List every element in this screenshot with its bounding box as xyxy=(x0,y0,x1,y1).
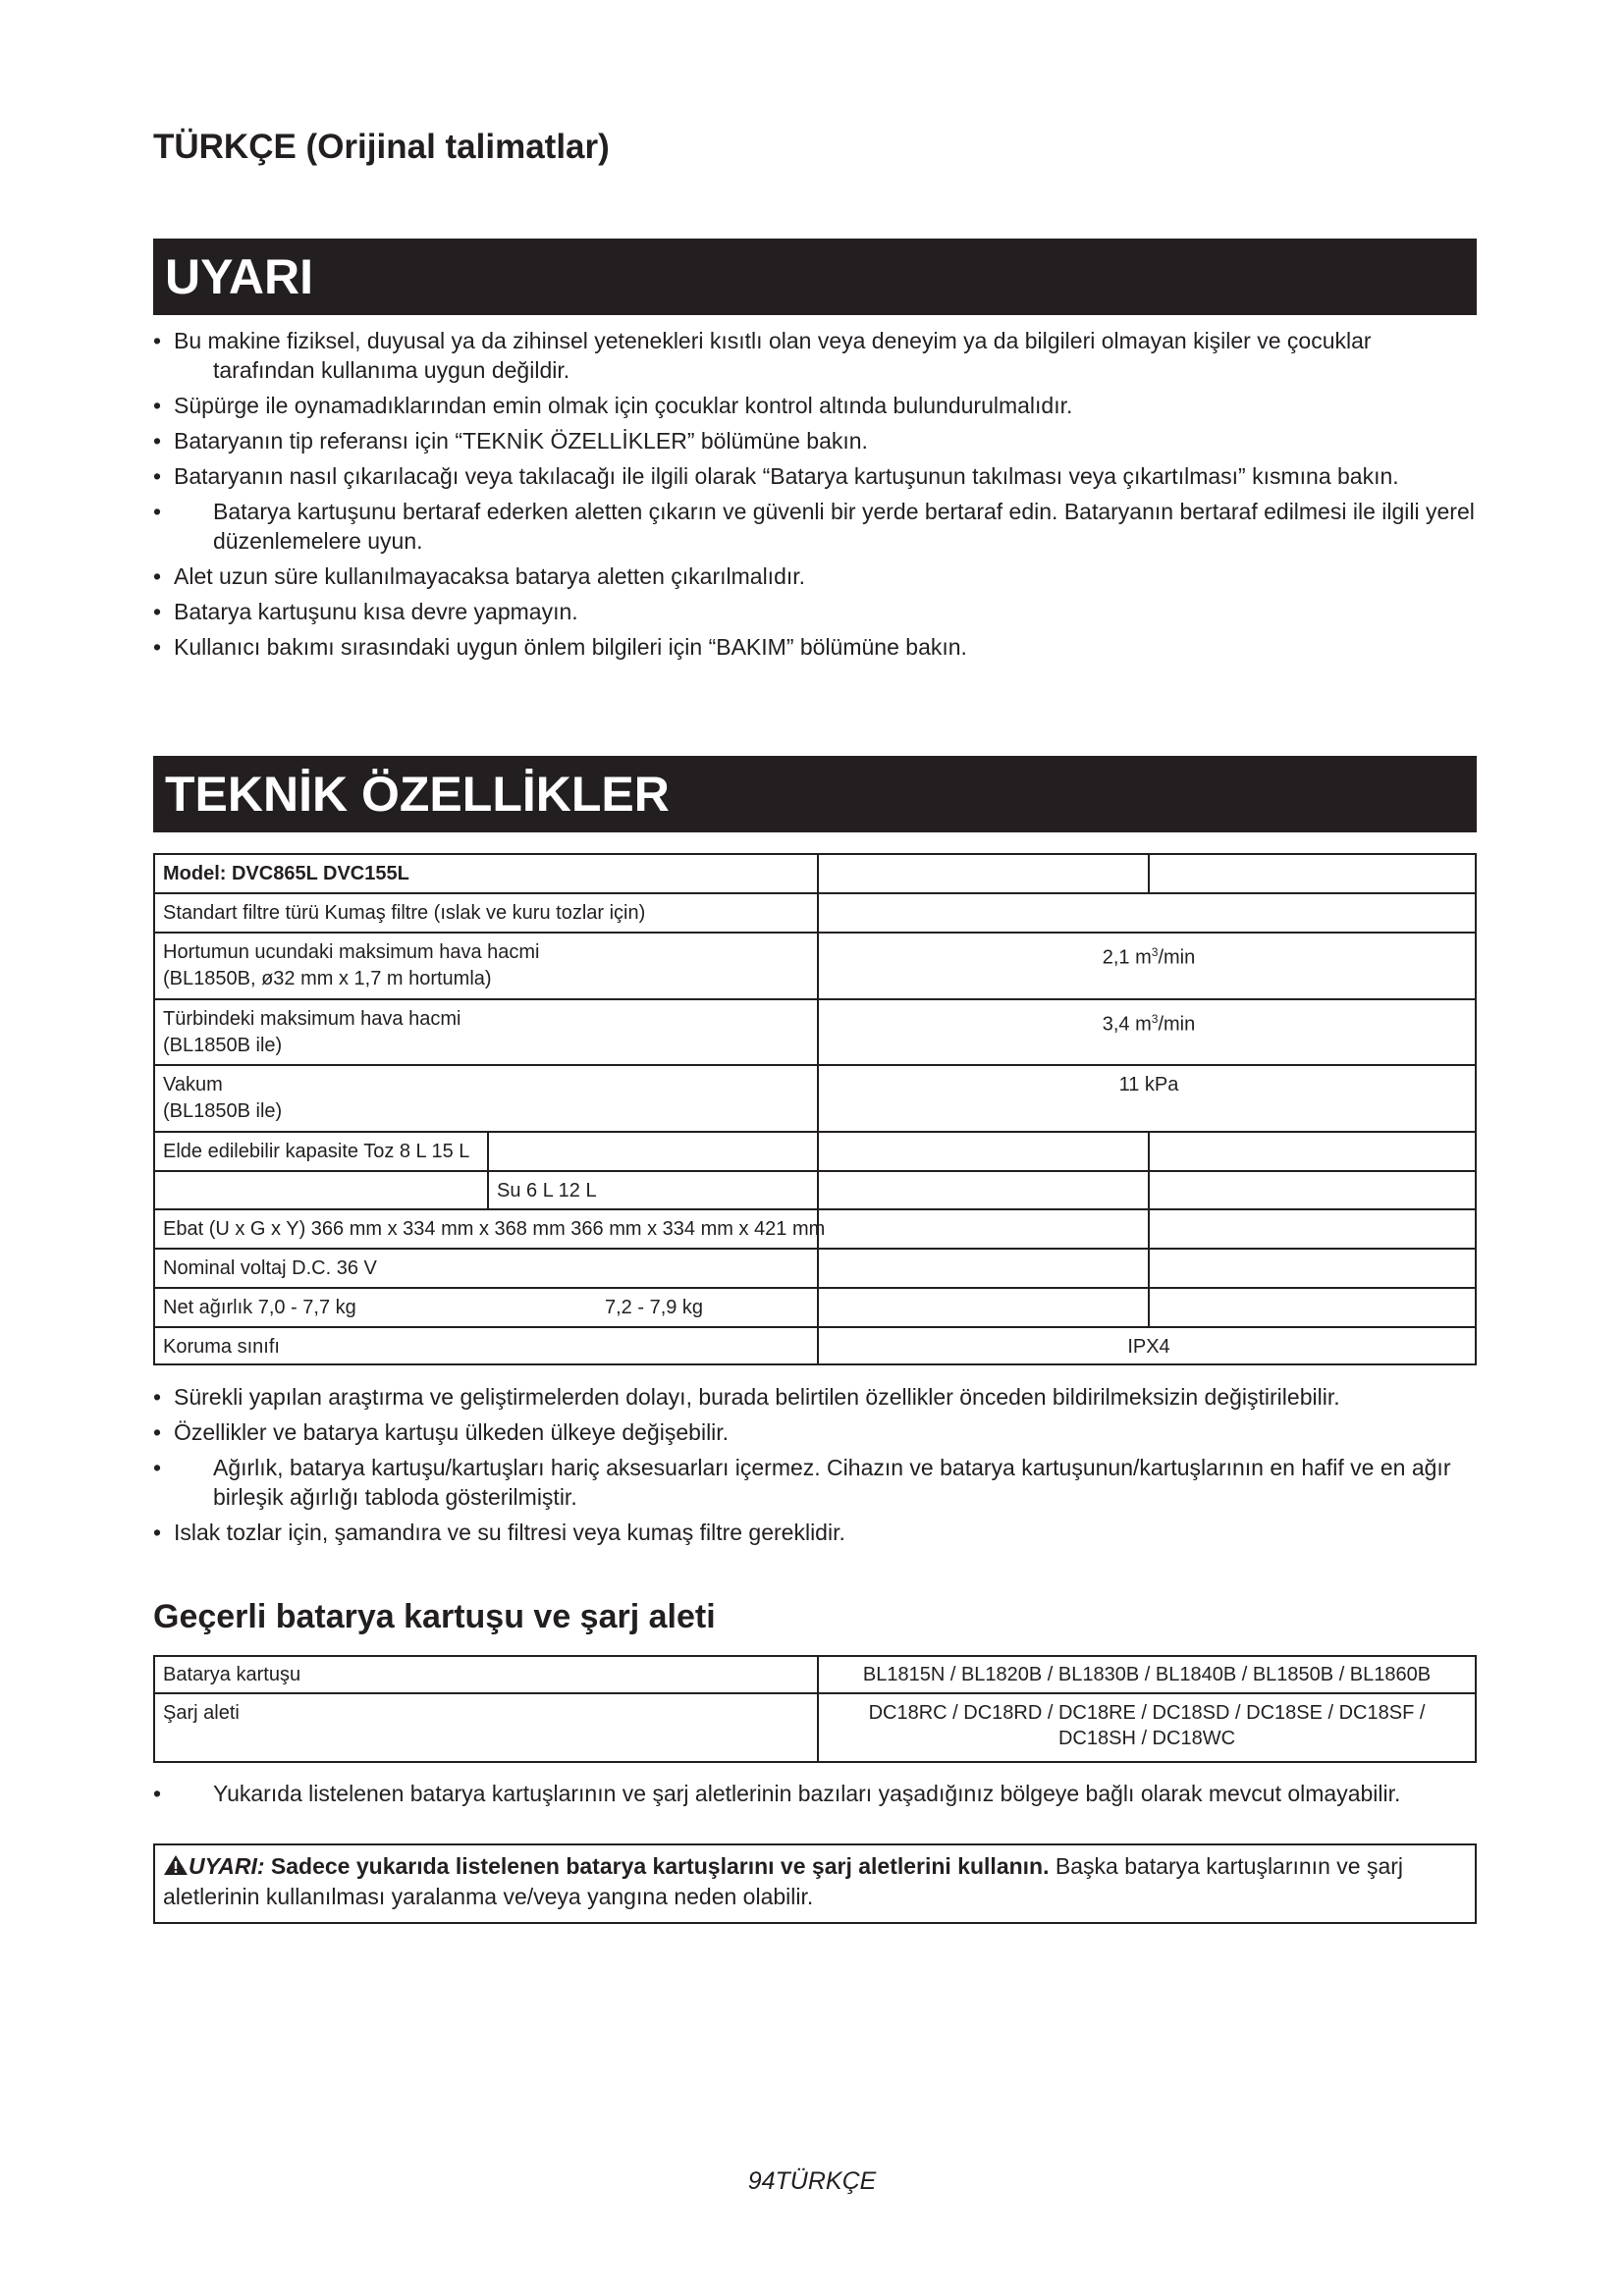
charger-label: Şarj aleti xyxy=(163,1702,240,1724)
list-item: • Batarya kartuşunu kısa devre yapmayın. xyxy=(153,599,578,624)
list-item: • Bataryanın tip referansı için “TEKNİK ÖZELLİKLER” bölümüne bakın. xyxy=(153,428,868,454)
warning-box xyxy=(153,1843,1477,1924)
list-item: • Batarya kartuşunu bertaraf ederken aletten çıkarın ve güvenli bir yerde bertaraf edin. Bataryanın bertaraf edilmesi ile ilgili yerel düzenlemelere uyun. xyxy=(153,499,1475,554)
warning-bold-text: Sadece yukarıda listelenen batarya kartuşlarını ve şarj aletlerini kullanın. xyxy=(270,1853,1050,1879)
spec-model: Model: DVC865L DVC155L xyxy=(163,863,409,884)
charger-value: DC18RC / DC18RD / DC18RE / DC18SD / DC18SE / DC18SF / DC18SH / DC18WC xyxy=(868,1702,1426,1749)
list-item: • Ağırlık, batarya kartuşu/kartuşları hariç aksesuarları içermez. Cihazın ve batarya kartuşunun/kartuşlarının en hafif ve en ağır birleşik ağırlığı tabloda gösterilmiştir. xyxy=(153,1455,1451,1510)
battery-heading: Geçerli batarya kartuşu ve şarj aleti xyxy=(153,1598,716,1635)
spec-protection-value: IPX4 xyxy=(1127,1336,1170,1358)
spec-turbine-air-value: 3,4 $m^3/\min$ xyxy=(1102,1012,1196,1036)
spec-voltage: Nominal voltaj D.C. 36 V xyxy=(163,1257,377,1279)
list-item: • Süpürge ile oynamadıklarından emin olmak için çocuklar kontrol altında bulundurulmalıdır. xyxy=(153,393,1073,418)
list-item: • Yukarıda listelenen batarya kartuşlarının ve şarj aletlerinin bazıları yaşadığınız bölgeye bağlı olarak mevcut olmayabilir. xyxy=(153,1781,1401,1806)
warning-text: Başka batarya kartuşlarının ve şarj aletlerinin kullanılması yaralanma ve/veya yangına neden olabilir. xyxy=(163,1853,1403,1909)
spec-capacity: Elde edilebilir kapasite Toz 8 L 15 L xyxy=(163,1141,470,1162)
list-item: • Bu makine fiziksel, duyusal ya da zihinsel yetenekleri kısıtlı olan veya deneyim ya da bilgileri olmayan kişiler ve çocuklar tarafından kullanıma uygun değildir. xyxy=(153,328,1372,383)
list-item: • Islak tozlar için, şamandıra ve su filtresi veya kumaş filtre gereklidir. xyxy=(153,1520,845,1545)
spec-table xyxy=(153,853,1477,1365)
spec-vacuum-value: 11 kPa xyxy=(1118,1074,1179,1095)
spec-capacity-water: Su 6 L 12 L xyxy=(497,1180,597,1201)
spec-hose-air-label: Hortumun ucundaki maksimum hava hacmi (BL1850B, ø32 mm x 1,7 m hortumla) xyxy=(163,941,540,989)
spec-filter: Standart filtre türü Kumaş filtre (ıslak ve kuru tozlar için) xyxy=(163,902,646,924)
spec-protection-label: Koruma sınıfı xyxy=(163,1336,280,1358)
spec-weight-1: Net ağırlık 7,0 - 7,7 kg xyxy=(163,1297,356,1318)
spec-dimensions: Ebat (U x G x Y) 366 mm x 334 mm x 368 mm 366 mm x 334 mm x 421 mm xyxy=(163,1218,826,1240)
battery-value: BL1815N / BL1820B / BL1830B / BL1840B / BL1850B / BL1860B xyxy=(862,1664,1432,1685)
page-footer: 94TÜRKÇE xyxy=(747,2167,877,2195)
battery-charger-table xyxy=(153,1655,1477,1763)
spec-vacuum-label: Vakum (BL1850B ile) xyxy=(163,1074,283,1122)
spec-hose-air-value: 2,1 $m^3/\min$ xyxy=(1102,945,1196,969)
battery-note-list xyxy=(153,1779,1477,1814)
warning-banner: UYARI xyxy=(153,239,1477,315)
list-item: • Alet uzun süre kullanılmayacaksa batarya aletten çıkarılmalıdır. xyxy=(153,563,806,589)
list-item: • Sürekli yapılan araştırma ve geliştirmelerden dolayı, burada belirtilen özellikler önceden bildirilmeksizin değiştirilebilir. xyxy=(153,1384,1340,1410)
list-item: • Kullanıcı bakımı sırasındaki uygun önlem bilgileri için “BAKIM” bölümüne bakın. xyxy=(153,634,967,660)
list-item: • Özellikler ve batarya kartuşu ülkeden ülkeye değişebilir. xyxy=(153,1419,730,1445)
spec-notes-list xyxy=(153,1382,1477,1553)
spec-turbine-air-label: Türbindeki maksimum hava hacmi (BL1850B ile) xyxy=(163,1008,461,1056)
warning-label: UYARI: xyxy=(189,1853,265,1879)
page-title: TÜRKÇE (Orijinal talimatlar) xyxy=(153,128,610,166)
specs-banner: TEKNİK ÖZELLİKLER xyxy=(153,756,1477,832)
warning-bullet-list xyxy=(153,326,1477,667)
list-item: • Bataryanın nasıl çıkarılacağı veya takılacağı ile ilgili olarak “Batarya kartuşunun takılması veya çıkartılması” kısmına bakın. xyxy=(153,463,1399,489)
spec-weight-2: 7,2 - 7,9 kg xyxy=(605,1297,704,1318)
battery-label: Batarya kartuşu xyxy=(163,1664,301,1685)
warning-triangle-icon xyxy=(163,1854,189,1876)
